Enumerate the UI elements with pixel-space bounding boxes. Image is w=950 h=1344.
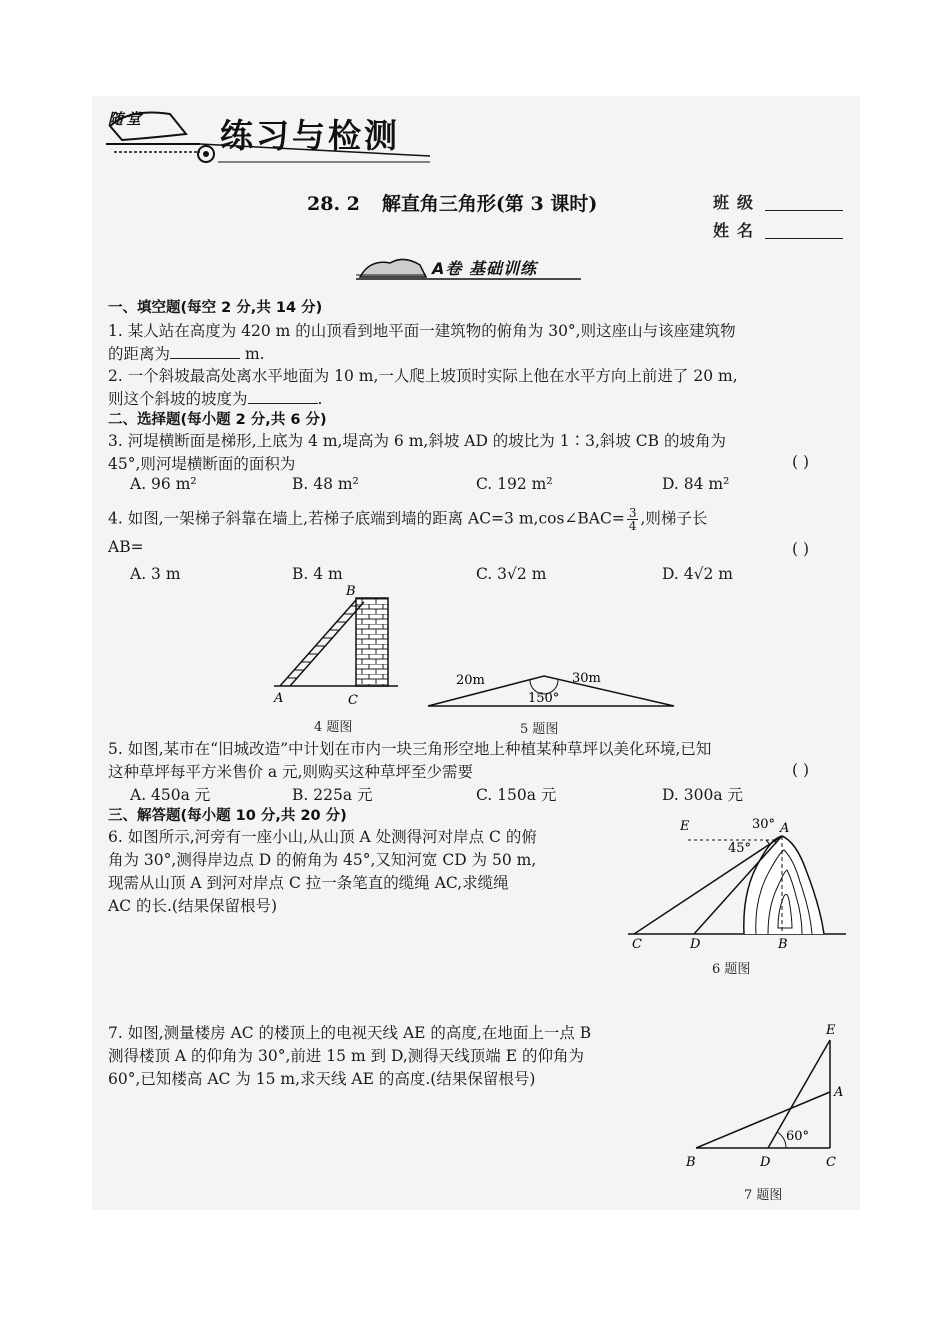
figure-6-caption: 6 题图 — [712, 962, 751, 977]
fraction-three-quarters — [627, 507, 639, 532]
answer-parens[interactable]: ( ) — [792, 453, 810, 471]
answer-blank[interactable] — [248, 389, 318, 404]
figure-4-ladder — [268, 584, 418, 708]
question-2 — [108, 365, 848, 411]
ladder-rail — [290, 602, 364, 686]
question-3-line2: 45°,则河堤横断面的面积为 — [108, 455, 296, 473]
question-3-option-a[interactable]: A. 96 m² — [130, 475, 197, 493]
figure-7-caption: 7 题图 — [744, 1188, 783, 1203]
question-7-line: 60°,已知楼高 AC 为 15 m,求天线 AE 的高度.(结果保留根号) — [108, 1070, 536, 1088]
question-5-option-c[interactable]: C. 150a 元 — [476, 786, 557, 804]
question-5-option-a[interactable]: A. 450a 元 — [130, 786, 211, 804]
question-6-line: 角为 30°,测得岸边点 D 的俯角为 45°,又知河宽 CD 为 50 m, — [108, 851, 537, 869]
question-2-suffix: . — [317, 390, 323, 408]
question-5 — [108, 738, 848, 784]
angle-arc — [777, 1132, 786, 1148]
question-3-option-c[interactable]: C. 192 m² — [476, 475, 553, 493]
name-field[interactable] — [765, 238, 843, 239]
question-5-option-b[interactable]: B. 225a 元 — [292, 786, 373, 804]
question-6-line: AC 的长.(结果保留根号) — [108, 897, 278, 915]
question-7-line: 测得楼顶 A 的仰角为 30°,前进 15 m 到 D,测得天线顶端 E 的仰角为 — [108, 1047, 584, 1065]
question-1-line1: 1. 某人站在高度为 420 m 的山顶看到地平面一建筑物的俯角为 30°,则这座山与该座建筑物 — [108, 322, 736, 340]
angle-45-label: 45° — [728, 841, 752, 856]
question-3-option-b[interactable]: B. 48 m² — [292, 475, 359, 493]
question-3-line1: 3. 河堤横断面是梯形,上底为 4 m,堤高为 6 m,斜坡 AD 的坡比为 1∶3,斜坡 CB 的坡角为 — [108, 432, 726, 450]
question-4 — [108, 507, 848, 559]
point-c-label: C — [348, 693, 358, 708]
question-4-option-c[interactable]: C. 3√2 m — [476, 565, 547, 583]
question-5-line2: 这种草坪每平方米售价 a 元,则购买这种草坪至少需要 — [108, 763, 474, 781]
question-6 — [108, 826, 628, 918]
question-1 — [108, 320, 848, 366]
fraction-denominator: 4 — [628, 519, 637, 533]
ladder-rail — [280, 600, 356, 686]
point-a-label: A — [274, 691, 284, 706]
answer-blank[interactable] — [170, 344, 240, 359]
figure-5-triangle — [420, 666, 682, 712]
section-fill-heading: 一、填空题(每空 2 分,共 14 分) — [108, 300, 323, 316]
ladder-rungs — [287, 606, 360, 678]
side-right-label: 30m — [572, 671, 601, 686]
answer-parens[interactable]: ( ) — [792, 761, 810, 779]
fraction-numerator: 3 — [628, 506, 637, 520]
section-answer-heading: 三、解答题(每小题 10 分,共 20 分) — [108, 808, 347, 824]
point-e-label: E — [826, 1023, 836, 1038]
question-1-prefix: 的距离为 — [108, 345, 171, 363]
question-7-line: 7. 如图,测量楼房 AC 的楼顶上的电视天线 AE 的高度,在地面上一点 B — [108, 1024, 592, 1042]
point-e-label: E — [680, 819, 690, 834]
question-1-line2 — [108, 343, 848, 366]
point-b-label: B — [346, 584, 356, 599]
question-4-line1 — [108, 507, 848, 532]
question-7 — [108, 1022, 688, 1091]
figure-7-antenna — [678, 1020, 850, 1176]
question-1-unit: m. — [244, 345, 265, 363]
brick-wall — [356, 598, 388, 686]
figure-4-caption: 4 题图 — [314, 720, 353, 735]
question-4-option-b[interactable]: B. 4 m — [292, 565, 343, 583]
question-5-line1: 5. 如图,某市在“旧城改造”中计划在市内一块三角形空地上种植某种草坪以美化环境,已知 — [108, 740, 712, 758]
class-field[interactable] — [765, 210, 843, 211]
point-a-label: A — [834, 1085, 844, 1100]
angle-label: 150° — [528, 691, 560, 706]
question-4-text-b: ,则梯子长 — [640, 509, 708, 528]
header-badge: 随堂 — [108, 110, 145, 128]
question-5-option-d[interactable]: D. 300a 元 — [662, 786, 743, 804]
question-4-text-a: 4. 如图,一架梯子斜靠在墙上,若梯子底端到墙的距离 AC=3 m,cos∠BAC= — [108, 509, 625, 528]
point-c-label: C — [826, 1155, 836, 1170]
point-d-label: D — [690, 937, 701, 952]
question-6-line: 6. 如图所示,河旁有一座小山,从山顶 A 处测得河对岸点 C 的俯 — [108, 828, 537, 846]
lesson-number: 28. 2 — [307, 193, 360, 215]
answer-parens[interactable]: ( ) — [792, 540, 810, 558]
sight-line-ba — [696, 1092, 830, 1148]
question-2-prefix: 则这个斜坡的坡度为 — [108, 390, 248, 408]
class-label: 班级 — [713, 193, 762, 212]
question-3-option-d[interactable]: D. 84 m² — [662, 475, 730, 493]
point-d-label: D — [760, 1155, 771, 1170]
question-6-line: 现需从山顶 A 到河对岸点 C 拉一条笔直的缆绳 AC,求缆绳 — [108, 874, 509, 892]
question-4-line2: AB= — [108, 538, 144, 556]
header-title: 练习与检测 — [220, 116, 400, 155]
figure-5-caption: 5 题图 — [520, 722, 559, 737]
point-c-label: C — [632, 937, 642, 952]
angle-30-label: 30° — [752, 817, 776, 832]
point-b-label: B — [778, 937, 788, 952]
section-choice-heading: 二、选择题(每小题 2 分,共 6 分) — [108, 412, 327, 428]
side-left-label: 20m — [456, 673, 485, 688]
lesson-title: 解直角三角形(第 3 课时) — [381, 193, 598, 215]
question-2-line1: 2. 一个斜坡最高处离水平地面为 10 m,一人爬上坡顶时实际上他在水平方向上前进了 20 m, — [108, 367, 738, 385]
lesson-heading — [307, 189, 597, 216]
point-a-label: A — [780, 821, 790, 836]
question-3 — [108, 430, 848, 476]
question-4-option-d[interactable]: D. 4√2 m — [662, 565, 733, 583]
figure-6-mountain — [624, 810, 850, 952]
section-banner-title: A卷 基础训练 — [432, 259, 537, 278]
question-4-option-a[interactable]: A. 3 m — [130, 565, 181, 583]
point-b-label: B — [686, 1155, 696, 1170]
name-label: 姓名 — [713, 221, 762, 240]
angle-60-label: 60° — [786, 1129, 810, 1144]
